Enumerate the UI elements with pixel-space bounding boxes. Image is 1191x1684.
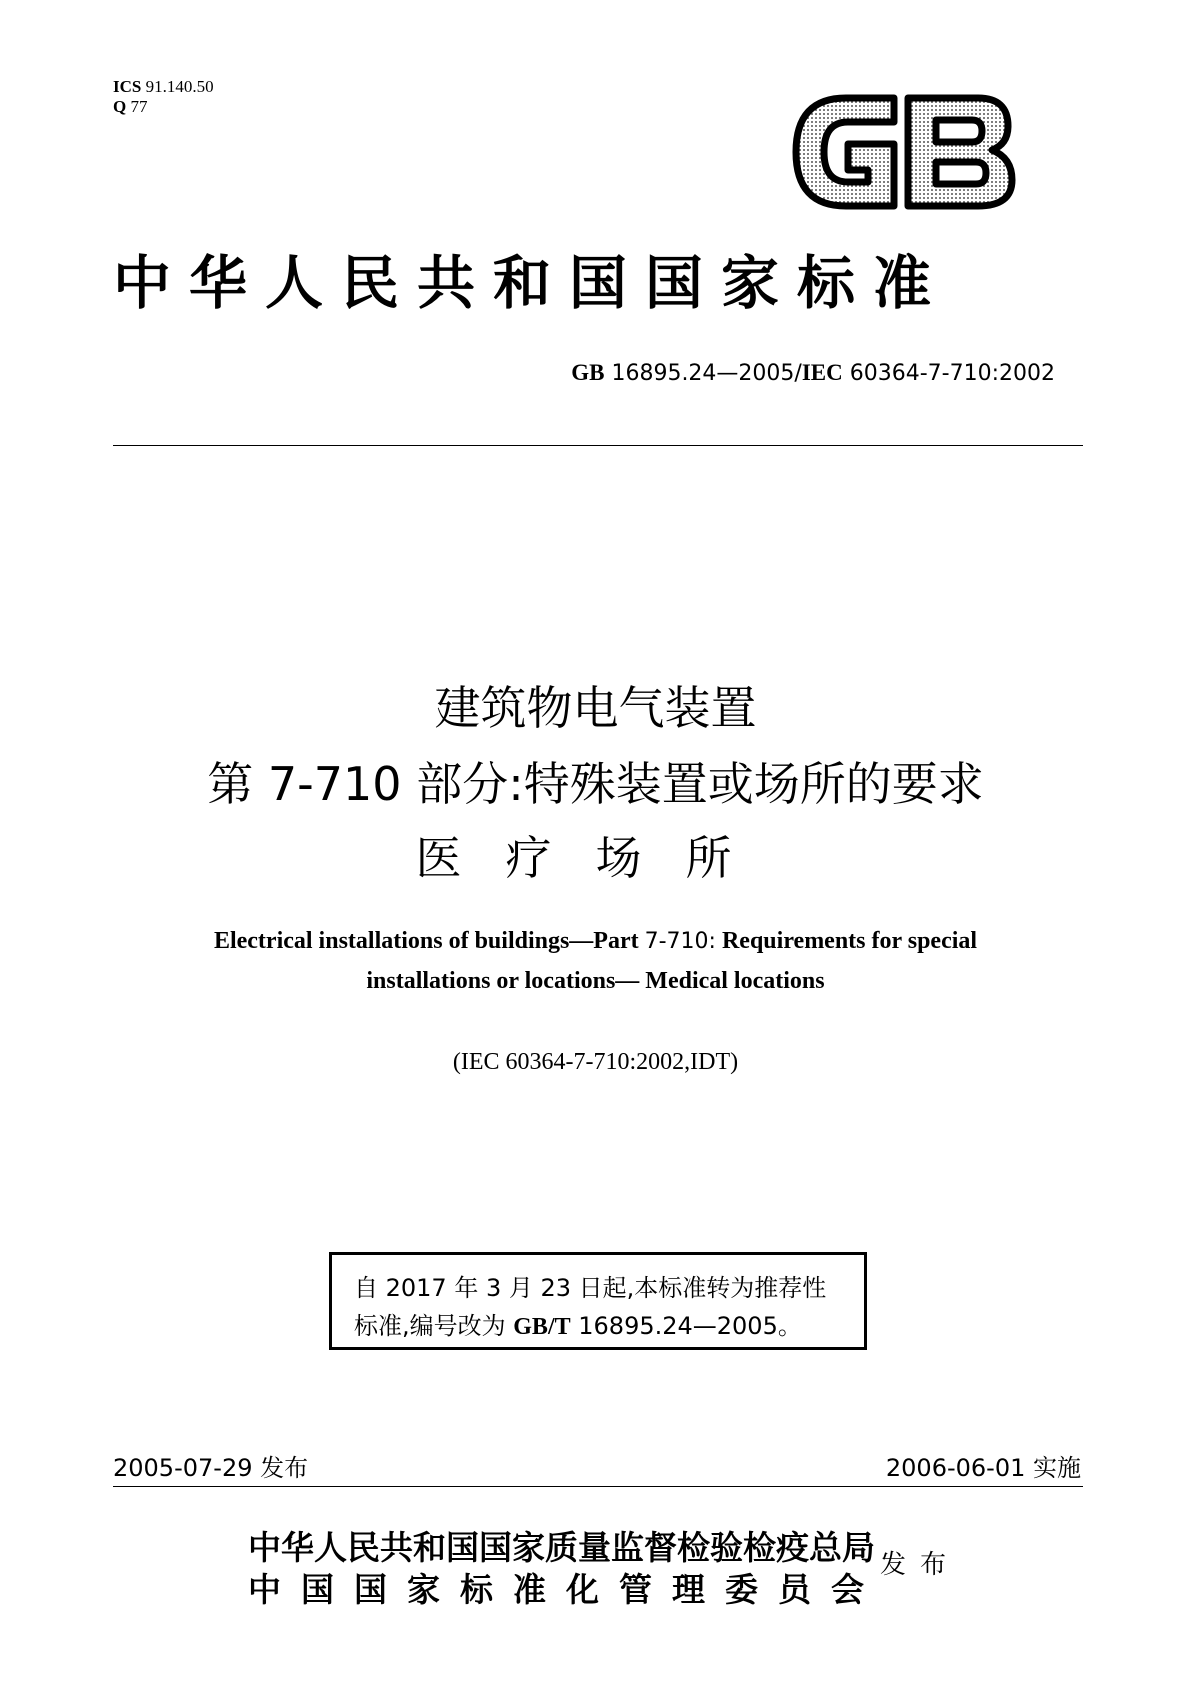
notice-line2-number: 16895.24—2005。 bbox=[570, 1312, 802, 1340]
bottom-divider bbox=[113, 1486, 1083, 1487]
issuer-line1: 中华人民共和国国家质量监督检验检疫总局 bbox=[248, 1528, 875, 1567]
ics-code bbox=[113, 77, 214, 97]
title-en-part-a: Electrical installations of buildings—Part bbox=[213, 928, 645, 954]
gb-logo bbox=[786, 88, 1018, 216]
ccs-value: 77 bbox=[130, 97, 148, 116]
ics-prefix: ICS bbox=[113, 77, 142, 96]
implementation-date: 2006-06-01 实施 bbox=[885, 1454, 1081, 1482]
ics-value: 91.140.50 bbox=[145, 77, 214, 96]
notice-code: GB/T bbox=[513, 1314, 571, 1340]
adoption-statement: (IEC 60364-7-710:2002,IDT) bbox=[452, 1049, 739, 1075]
title-en-line2: installations or locations— Medical locations bbox=[366, 968, 825, 994]
gb-prefix: GB bbox=[571, 360, 605, 385]
title-en-part-b: Requirements for special bbox=[715, 928, 978, 954]
issue-date: 2005-07-29 发布 bbox=[113, 1454, 309, 1482]
notice-line2 bbox=[354, 1307, 864, 1346]
notice-box bbox=[329, 1252, 867, 1350]
publish-label: 发布 bbox=[880, 1550, 961, 1580]
issuer-line2: 中国国家标准化管理委员会 bbox=[248, 1570, 884, 1609]
ccs-prefix: Q bbox=[113, 97, 127, 116]
iec-prefix: IEC bbox=[801, 360, 843, 385]
ccs-code bbox=[113, 97, 214, 117]
title-en-part-number: 7-710: bbox=[644, 929, 716, 954]
iec-number: 60364-7-710:2002 bbox=[849, 361, 1055, 386]
standard-category-title: 中华人民共和国国家标准 bbox=[113, 249, 950, 317]
standard-number bbox=[571, 360, 1055, 386]
title-en-line1 bbox=[0, 928, 1191, 955]
notice-line2-text: 标准,编号改为 bbox=[354, 1312, 514, 1340]
classification-codes bbox=[113, 77, 214, 117]
notice-line1: 自 2017 年 3 月 23 日起,本标准转为推荐性 bbox=[354, 1274, 827, 1302]
title-zh-line3: 医疗场所 bbox=[415, 831, 776, 885]
title-zh-line1: 建筑物电气装置 bbox=[434, 681, 757, 735]
title-zh-line2: 第 7-710 部分:特殊装置或场所的要求 bbox=[207, 757, 984, 811]
top-divider bbox=[113, 445, 1083, 446]
gb-number: 16895.24—2005/ bbox=[611, 361, 802, 386]
